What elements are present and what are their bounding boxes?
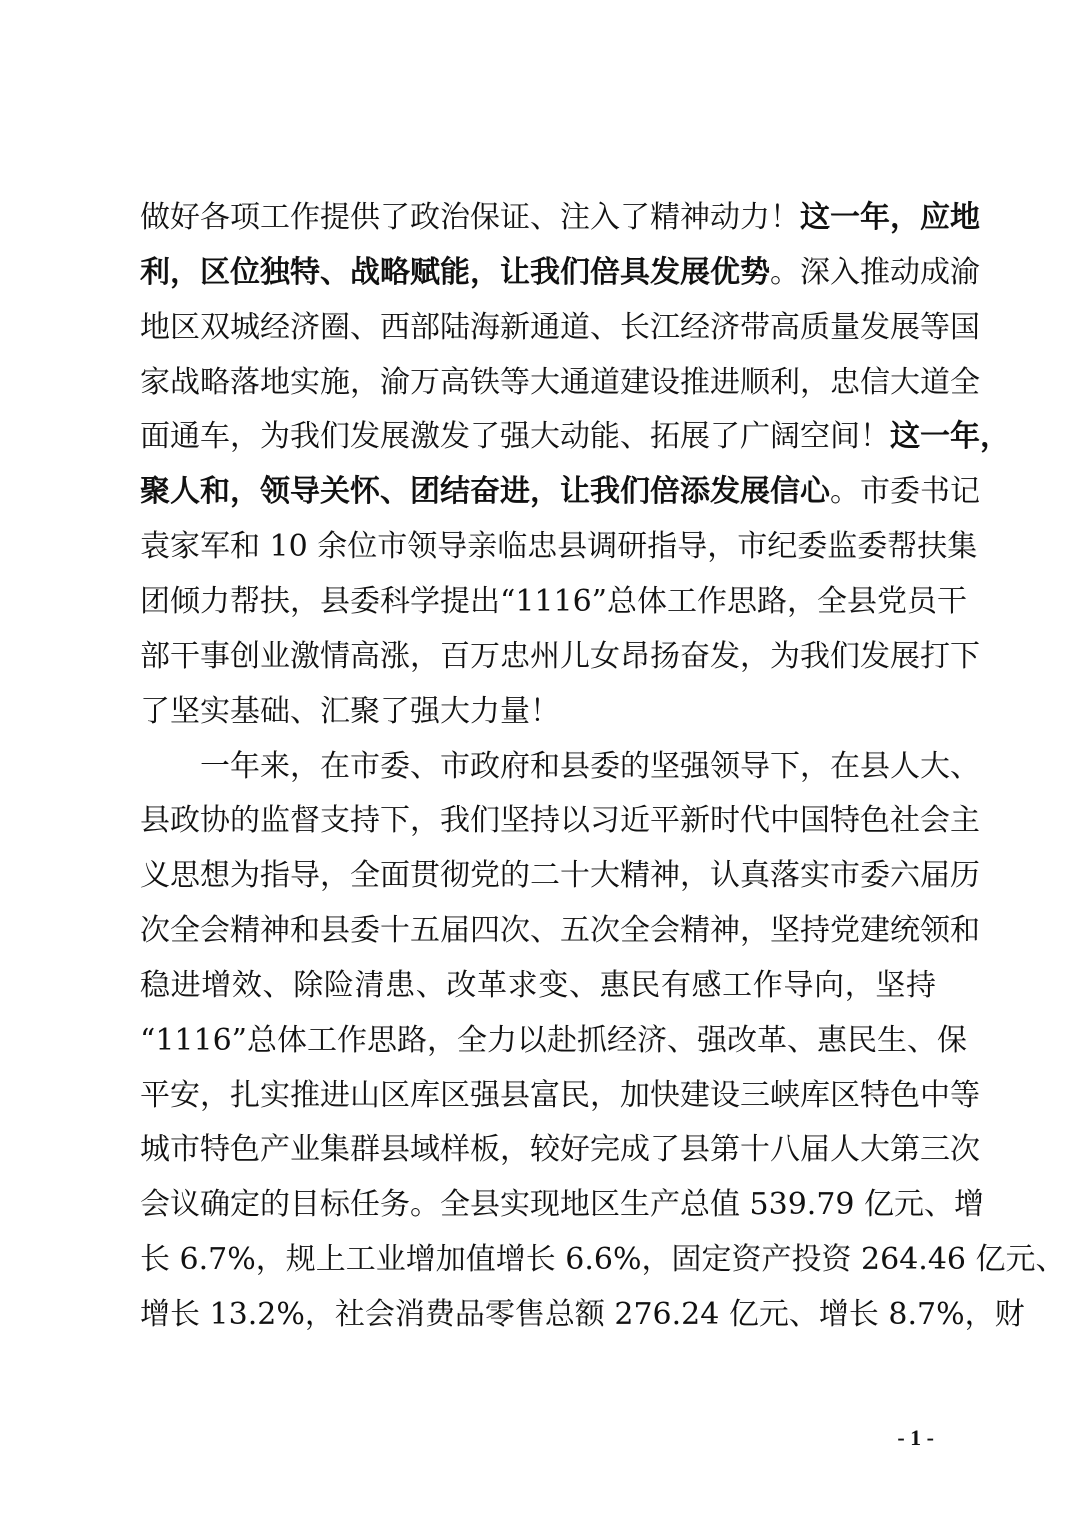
text-segment: 平安，扎实推进山区库区强县富民，加快建设三峡库区特色中等 [140, 1077, 980, 1113]
text-line [140, 1293, 1025, 1337]
text-segment: 家战略落地实施，渝万高铁等大通道建设推进顺利，忠信大道全 [140, 364, 980, 400]
text-line [140, 415, 1010, 459]
text-segment: 团倾力帮扶，县委科学提出“1116”总体工作思路，全县党员干 [140, 583, 968, 619]
text-line [140, 1019, 968, 1063]
text-segment: 面通车，为我们发展激发了强大动能、拓展了广阔空间！ [140, 419, 890, 455]
text-line [140, 799, 980, 843]
text-segment: 。市委书记 [830, 474, 980, 510]
bold-text-segment: 这一年，应地 [800, 200, 980, 235]
text-segment: 义思想为指导，全面贯彻党的二十大精神，认真落实市委六届历 [140, 858, 980, 894]
text-segment: 增长 13.2%，社会消费品零售总额 276.24 亿元、增长 8.7%，财 [140, 1297, 1025, 1332]
page-number: - 1 - [897, 1425, 934, 1450]
text-line [140, 361, 980, 405]
text-segment: “1116”总体工作思路，全力以赴抓经济、强改革、惠民生、保 [140, 1022, 968, 1058]
text-segment: 县政协的监督支持下，我们坚持以习近平新时代中国特色社会主 [140, 803, 980, 839]
text-line [140, 580, 968, 624]
text-line [140, 525, 978, 569]
text-segment: 稳进增效、除险清患、改革求变、惠民有感工作导向，坚持 [140, 967, 936, 1003]
text-segment: 会议确定的目标任务。全县实现地区生产总值 539.79 亿元、增 [140, 1187, 985, 1223]
text-segment: 地区双城经济圈、西部陆海新通道、长江经济带高质量发展等国 [140, 309, 980, 345]
text-line [140, 690, 936, 734]
text-line [140, 1183, 985, 1227]
text-line [140, 1074, 980, 1118]
text-line [140, 909, 980, 953]
bold-text-segment: 聚人和，领导关怀、团结奋进，让我们倍添发展信心 [140, 474, 830, 510]
text-segment: 袁家军和 10 余位市领导亲临忠县调研指导，市纪委监委帮扶集 [140, 529, 978, 565]
text-segment: 部干事创业激情高涨，百万忠州儿女昂扬奋发，为我们发展打下 [140, 638, 980, 674]
text-segment: 了坚实基础、汇聚了强大力量！ [140, 693, 560, 729]
text-segment: 一年来，在市委、市政府和县委的坚强领导下，在县人大、 [200, 748, 980, 784]
text-line [140, 470, 980, 514]
text-line [140, 306, 980, 350]
text-line [140, 1238, 1066, 1282]
text-segment: 做好各项工作提供了政治保证、注入了精神动力！ [140, 200, 800, 235]
bold-text-segment: 这一年， [890, 419, 1010, 455]
text-line [140, 854, 980, 898]
text-line [140, 635, 980, 679]
text-line [140, 964, 936, 1008]
bold-text-segment: 利，区位独特、战略赋能，让我们倍具发展优势 [140, 254, 770, 290]
text-segment: 。深入推动成渝 [770, 254, 980, 290]
text-line [200, 745, 980, 789]
text-line [140, 251, 980, 295]
text-segment: 次全会精神和县委十五届四次、五次全会精神，坚持党建统领和 [140, 913, 980, 949]
text-line [140, 1128, 980, 1172]
text-segment: 长 6.7%，规上工业增加值增长 6.6%，固定资产投资 264.46 亿元、 [140, 1242, 1066, 1278]
text-segment: 城市特色产业集群县域样板，较好完成了县第十八届人大第三次 [140, 1132, 980, 1168]
text-line [140, 196, 980, 240]
